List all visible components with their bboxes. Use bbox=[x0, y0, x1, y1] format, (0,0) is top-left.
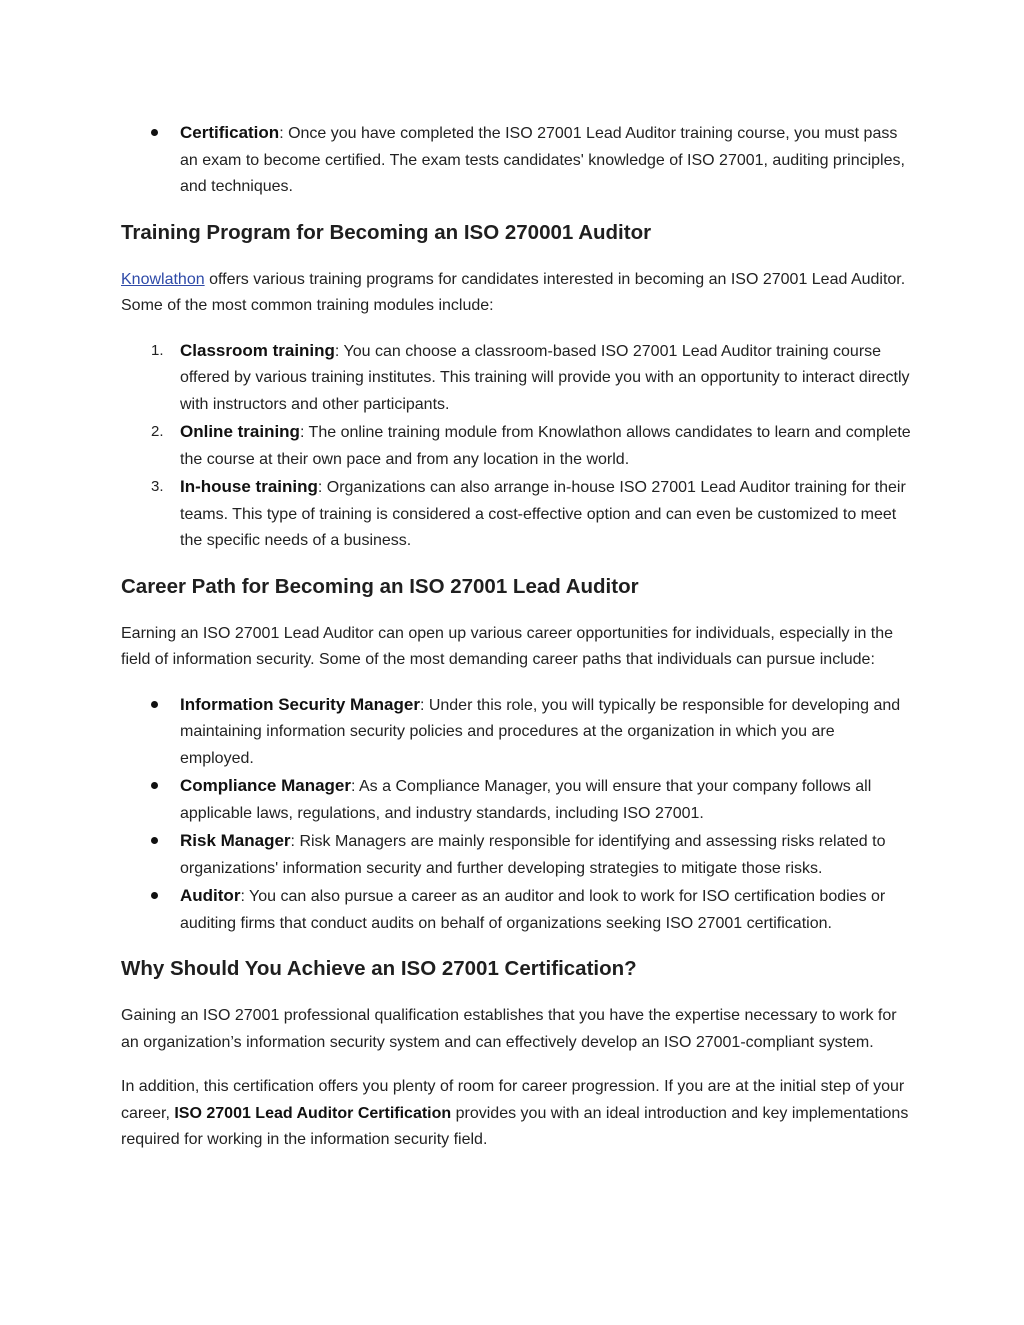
list-item-text: : You can also pursue a career as an auditor and look to work for ISO certification bodies or auditing firms that conduct audits on behalf of organizations seeking ISO 27001 certification. bbox=[180, 888, 886, 932]
list-number: 3. bbox=[151, 478, 164, 495]
career-list bbox=[121, 692, 911, 938]
bullet-icon bbox=[151, 701, 158, 708]
list-item-term: Classroom training bbox=[180, 340, 335, 360]
list-item bbox=[121, 474, 911, 555]
list-item-term: Risk Manager bbox=[180, 831, 291, 850]
list-item bbox=[121, 883, 911, 937]
list-item bbox=[121, 773, 911, 827]
list-item bbox=[121, 338, 911, 419]
training-heading: Training Program for Becoming an ISO 270001 Auditor bbox=[121, 220, 652, 244]
why-paragraph-2-end: provides you with an ideal introduction and key implementations required for working in the information security field. bbox=[121, 1104, 909, 1148]
why-paragraph-1: Gaining an ISO 27001 professional qualification establishes that you have the expertise necessary to work for an organization’s information security system and can effectively develop an ISO 27001-compliant system. bbox=[121, 1007, 897, 1051]
list-item bbox=[121, 828, 911, 882]
list-number: 2. bbox=[151, 423, 164, 440]
list-item-term: Certification bbox=[180, 123, 280, 142]
list-item-text: : Organizations can also arrange in-house ISO 27001 Lead Auditor training for their teams. This type of training is considered a cost-effective option and can even be customized to meet the specific needs of a business. bbox=[180, 479, 906, 549]
list-item-term: Auditor bbox=[180, 886, 241, 905]
list-item-text: : Once you have completed the ISO 27001 Lead Auditor training course, you must pass an exam to become certified. The exam tests candidates' knowledge of ISO 27001, auditing principles, and techniques. bbox=[180, 125, 905, 195]
list-item-term: Compliance Manager bbox=[180, 776, 351, 795]
list-item-text: : You can choose a classroom-based ISO 27001 Lead Auditor training course offered by various training institutes. This training will provide you with an opportunity to interact directly with instructors and other participants. bbox=[180, 342, 910, 413]
bullet-icon bbox=[151, 837, 158, 844]
list-item-text: : As a Compliance Manager, you will ensure that your company follows all applicable laws, regulations, and industry standards, including ISO 27001. bbox=[180, 778, 872, 822]
list-item-term: Online training bbox=[180, 422, 300, 441]
training-intro-text: offers various training programs for candidates interested in becoming an ISO 27001 Lead Auditor. Some of the most common training modules include: bbox=[121, 270, 906, 314]
certification-list bbox=[121, 120, 911, 201]
bullet-icon bbox=[151, 892, 158, 899]
certification-name: ISO 27001 Lead Auditor Certification bbox=[174, 1104, 452, 1122]
training-list bbox=[121, 338, 911, 555]
list-item bbox=[121, 692, 911, 773]
why-paragraph-2-start: In addition, this certification offers you plenty of room for career progression. If you are at the initial step of your career, bbox=[121, 1078, 905, 1122]
list-item-term: Information Security Manager bbox=[180, 694, 420, 714]
bullet-icon bbox=[151, 782, 158, 789]
why-heading: Why Should You Achieve an ISO 27001 Certification? bbox=[121, 957, 637, 980]
list-item-text: : Under this role, you will typically be responsible for developing and maintaining information security policies and procedures at the organization in which you are employed. bbox=[180, 696, 901, 767]
list-item-text: : The online training module from Knowlathon allows candidates to learn and complete the course at their own pace and from any location in the world. bbox=[180, 424, 911, 468]
career-heading: Career Path for Becoming an ISO 27001 Lead Auditor bbox=[121, 574, 639, 598]
document-page bbox=[121, 120, 911, 1172]
bullet-icon bbox=[151, 129, 158, 136]
career-intro: Earning an ISO 27001 Lead Auditor can open up various career opportunities for individuals, especially in the field of information security. Some of the most demanding career paths that individuals can pursue include: bbox=[121, 624, 894, 668]
training-intro bbox=[121, 267, 911, 320]
knowlathon-link[interactable]: Knowlathon bbox=[121, 270, 205, 288]
list-item-term: In-house training bbox=[180, 477, 318, 496]
list-item bbox=[121, 419, 911, 473]
list-number: 1. bbox=[151, 341, 164, 359]
list-item bbox=[121, 120, 911, 201]
list-item-text: : Risk Managers are mainly responsible for identifying and assessing risks related to organizations' information security and further developing strategies to mitigate those risks. bbox=[180, 833, 886, 877]
why-paragraph-2 bbox=[121, 1074, 911, 1154]
